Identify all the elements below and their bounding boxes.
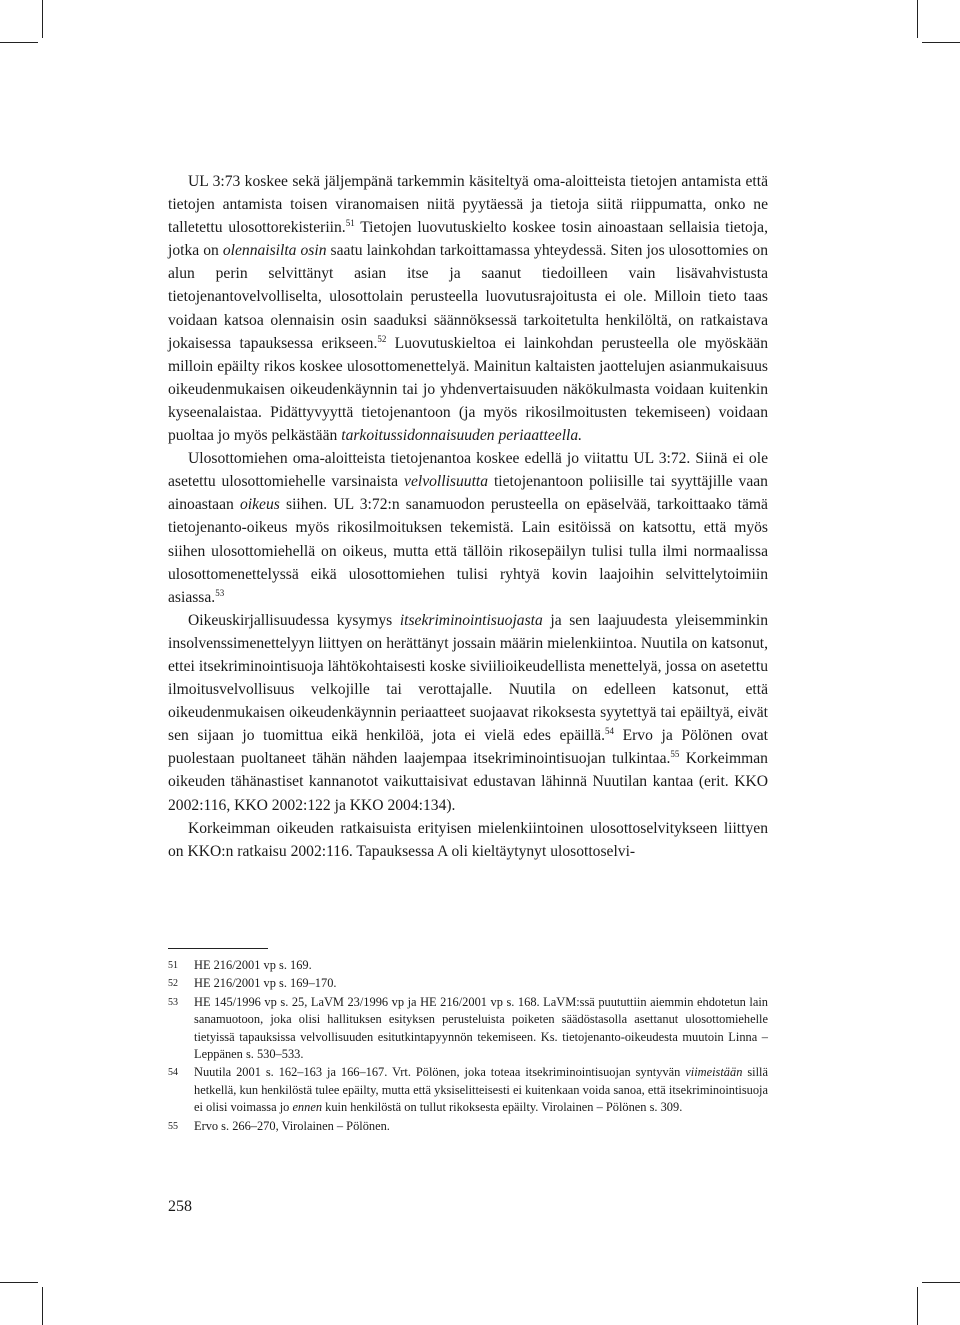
footnote-ref: 54 bbox=[604, 726, 614, 737]
body-text bbox=[168, 170, 768, 863]
text-run: ja sen laajuudesta yleisemminkin insolvenssimenettelyyn liittyen on herättänyt jossain määrin mielenkiintoa. Nuutila on katsonut, ettei itsekriminointisuoja lähtökohtaisesti koske siviilioikeudellista menettelyä, jossa on asetettu ilmoitusvelvollisuus velkojille tai verottajalle. Nuutila on edelleen katsonut, että oikeudenmukaisen oikeudenkäynnin periaatteet suojaavat rikoksesta syytettyä tai epäiltyä, eivät sen sijaan jo tuomittua eikä henkilöä, jota ei vielä edes epäillä. bbox=[168, 611, 768, 745]
crop-mark bbox=[0, 42, 38, 43]
paragraph bbox=[168, 170, 768, 447]
footnote bbox=[168, 994, 768, 1064]
footnote-text bbox=[194, 975, 768, 992]
paragraph bbox=[168, 609, 768, 817]
footnote-number: 52 bbox=[168, 978, 178, 990]
text-run: Luovutuskieltoa ei lainkohdan perusteella ole myöskään milloin epäilty rikos koskee ulosottomenettelyä. Mainitun kaltaisten jaottelujen asianmukaisuus oikeudenmukaisen oikeudenkäynnin tai jo yhdenvertaisuuden näkökulmasta voidaan kuitenkin kyseenalaistaa. Pidättyvyyttä tietojenantoon (ja myös rikosilmoitusten tekemiseen) voidaan puoltaa jo myös pelkästään bbox=[168, 334, 768, 445]
text-run: HE 145/1996 vp s. 25, LaVM 23/1996 vp ja HE 216/2001 vp s. 168. LaVM:ssä puututtiin aiemmin ehdotetun lain sanamuotoon, joka olisi hallituksen esityksen perusteluista poiketen säädöstasolla asettanut ulosottomiehelle tietyissä tapauksissa velvollisuuden esitutkintapyynnön tekemiseen. Ks. tietojenanto-oikeudesta muutoin Linna – Leppänen s. 530–533. bbox=[194, 994, 768, 1062]
text-run: Oikeuskirjallisuudessa kysymys bbox=[188, 611, 400, 629]
footnote bbox=[168, 975, 768, 992]
page-number: 258 bbox=[168, 1198, 192, 1215]
text-run: Ervo ja Pölönen ovat puolestaan puoltaneet tähän nähden laajempaa itsekriminointisuojan tulkintaa. bbox=[168, 727, 768, 768]
footnote-number: 55 bbox=[168, 1120, 178, 1132]
text-run: Korkeimman oikeuden tähänastiset kannanotot vaikuttaisivat edustavan lähinnä Nuutilan kantaa (erit. KKO 2002:116, KKO 2002:122 ja KKO 2004:134). bbox=[168, 750, 768, 814]
text-run: kuin henkilöstä on tullut rikoksesta epäilty. Virolainen – Pölönen s. 309. bbox=[322, 1100, 683, 1115]
crop-mark bbox=[922, 1282, 960, 1283]
crop-mark bbox=[42, 1287, 43, 1325]
footnote-ref: 55 bbox=[670, 749, 680, 760]
paragraph bbox=[168, 447, 768, 609]
footnote bbox=[168, 957, 768, 974]
text-run: siihen. UL 3:72:n sanamuodon perusteella on epäselvää, tarkoittaako tämä tietojenanto-oikeus myös rikosilmoituksen tekemistä. Lain esitöissä on katsottu, että myös siihen ulosottomiehellä on oikeus, mutta että tällöin rikosepäilyn tulisi tulla ilmi normaalissa ulosottomenettelyssä eikä ulosottomiehen tulisi ryhtyä kovin laajoihin selvittelytoimiin asiassa. bbox=[168, 496, 768, 606]
text-run: Ervo s. 266–270, Virolainen – Pölönen. bbox=[194, 1118, 390, 1133]
footnote-text bbox=[194, 994, 768, 1064]
footnote-rule bbox=[168, 948, 268, 949]
text-run: UL 3:73 koskee sekä jäljempänä tarkemmin käsiteltyä oma-aloitteista tietojen antamista että tietojen antamista toisen viranomaisen niitä pyytäessä ja tietoja siitä riippumatta, onko ne talletettu ulosottorekisteriin. bbox=[168, 173, 768, 237]
footnote-text bbox=[194, 957, 768, 974]
footnote-number: 54 bbox=[168, 1067, 178, 1079]
emphasis: viimeistään bbox=[685, 1065, 743, 1080]
crop-mark bbox=[922, 42, 960, 43]
footnote-number: 51 bbox=[168, 960, 178, 971]
footnote-text bbox=[194, 1118, 768, 1135]
emphasis: olennaisilta osin bbox=[222, 242, 327, 260]
emphasis: ennen bbox=[292, 1100, 323, 1115]
text-run: Nuutila 2001 s. 162–163 ja 166–167. Vrt. Pölönen, joka toteaa itsekriminointisuojan syntyvän bbox=[194, 1065, 686, 1080]
text-run: saatu lainkohdan tarkoittamassa yhteydessä. Siten jos ulosottomies on alun perin selvittänyt asian itse ja saanut tiedoilleen vain lisävahvistusta tietojenantovelvolliselta, ulosottolain perusteella luovutusrajoitusta ei ole. Milloin tieto taas voidaan katsoa olennaisin osin saaduksi säännöksessä tarkoitetulta henkilöltä, on ratkaistava jokaisessa tapauksessa erikseen. bbox=[168, 242, 769, 352]
footnote-text bbox=[194, 1064, 768, 1116]
text-run: HE 216/2001 vp s. 169. bbox=[194, 958, 312, 972]
text-run: Ulosottomiehen oma-aloitteista tietojenantoa koskee edellä jo viitattu UL 3:72. Siinä ei ole asetettu ulosottomiehelle varsinaista bbox=[168, 450, 768, 491]
text-run: HE 216/2001 vp s. 169–170. bbox=[194, 976, 337, 991]
emphasis: oikeus bbox=[240, 496, 280, 514]
footnote-number: 53 bbox=[168, 996, 178, 1008]
crop-mark bbox=[917, 0, 918, 38]
text-run: sillä hetkellä, kun henkilöstä tulee epäilty, mutta että yksiselitteisesti ei kuitenkaan voida sanoa, että itsekriminointisuoja ei olisi voimassa jo bbox=[194, 1065, 768, 1115]
footnote-ref: 51 bbox=[345, 218, 355, 229]
footnote-ref: 53 bbox=[215, 587, 225, 598]
footnote-ref: 52 bbox=[377, 333, 387, 344]
paragraph bbox=[168, 817, 768, 863]
footnote bbox=[168, 1118, 768, 1135]
text-run: Tietojen luovutuskielto koskee tosin ainoastaan sellaisia tietoja, jotka on bbox=[168, 219, 768, 260]
footnotes bbox=[168, 957, 768, 1136]
text-run: tietojenantoon poliisille tai syyttäjille vaan ainoastaan bbox=[168, 473, 768, 514]
text-run: Korkeimman oikeuden ratkaisuista erityisen mielenkiintoinen ulosottoselvitykseen liittyen on KKO:n ratkaisu 2002:116. Tapauksessa A oli kieltäytynyt ulosottoselvi- bbox=[168, 819, 768, 860]
crop-mark bbox=[0, 1282, 38, 1283]
emphasis: tarkoitussidonnaisuuden periaatteella. bbox=[341, 427, 583, 445]
footnote bbox=[168, 1064, 768, 1116]
crop-mark bbox=[42, 0, 43, 38]
emphasis: velvollisuutta bbox=[404, 473, 489, 491]
emphasis: itsekriminointisuojasta bbox=[399, 611, 543, 629]
crop-mark bbox=[917, 1287, 918, 1325]
